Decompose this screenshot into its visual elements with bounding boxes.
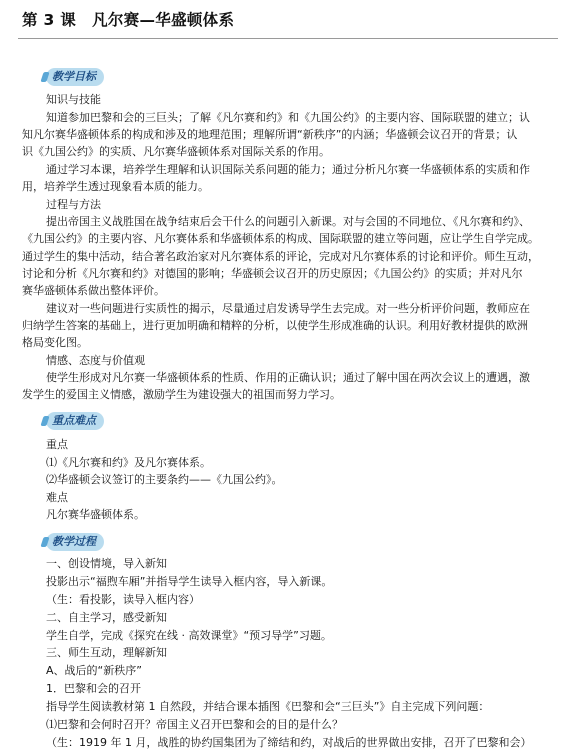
paragraph-line: 提出帝国主义战胜国在战争结束后会干什么的问题引入新课。对与会国的不同地位、《凡尔赛和约》、 xyxy=(46,215,530,228)
paragraph-line: 归纳学生答案的基础上，进行更加明确和精粹的分析，以使学生形成准确的认识。利用好教材提供的欧洲 xyxy=(22,319,528,332)
paragraph-line: 学生自学，完成《探究在线 · 高效课堂》“预习导学”习题。 xyxy=(46,629,332,642)
section-tag-teaching-process: 教学过程 xyxy=(46,533,104,551)
paragraph-line: 凡尔赛华盛顿体系。 xyxy=(46,508,145,521)
title-divider xyxy=(18,38,558,39)
paragraph-line: 知道参加巴黎和会的三巨头；了解《凡尔赛和约》和《九国公约》的主要内容、国际联盟的建立；认 xyxy=(46,111,530,124)
lesson-title xyxy=(22,8,234,30)
paragraph-line: 识《九国公约》的实质、凡尔赛华盛顿体系对国际关系的作用。 xyxy=(22,145,330,158)
list-item: ⑵华盛顿会议签订的主要条约——《九国公约》。 xyxy=(46,473,283,486)
subheading-emotion-values: 情感、态度与价值观 xyxy=(46,354,145,367)
step-heading: 二、自主学习，感受新知 xyxy=(46,611,167,624)
subheading-process-methods: 过程与方法 xyxy=(46,198,101,211)
paragraph-line: 讨论和分析《凡尔赛和约》对德国的影响；华盛顿会议召开的历史原因；《九国公约》的实质；并对凡尔 xyxy=(22,267,523,280)
question-line: ⑴巴黎和会何时召开？帝国主义召开巴黎和会的目的是什么？ xyxy=(46,718,343,731)
paragraph-line: 用，培养学生透过现象看本质的能力。 xyxy=(22,180,209,193)
paragraph-line: 格局变化图。 xyxy=(22,336,88,349)
step-heading: 一、创设情境，导入新知 xyxy=(46,557,167,570)
lesson-name: 凡尔赛—华盛顿体系 xyxy=(92,11,235,29)
lesson-number: 第 3 课 xyxy=(22,11,77,29)
section-tag-key-points: 重点难点 xyxy=(46,412,104,430)
paragraph-line: 知凡尔赛华盛顿体系的构成和涉及的地理范围；理解所谓“新秩序”的内涵；华盛顿会议召开的背景；认 xyxy=(22,128,518,141)
answer-line: （生：1919 年 1 月，战胜的协约国集团为了缔结和约，对战后的世界做出安排，召开了巴黎和会） xyxy=(46,736,532,749)
paragraph-line: 赛华盛顿体系做出整体评价。 xyxy=(22,284,165,297)
step-heading: 三、师生互动，理解新知 xyxy=(46,646,167,659)
list-item: ⑴《凡尔赛和约》及凡尔赛体系。 xyxy=(46,456,211,469)
paragraph-line: 《九国公约》的主要内容、凡尔赛体系和华盛顿体系的构成、国际联盟的建立等问题，应让学生自学完成。 xyxy=(22,232,539,245)
section-tag-teaching-goals: 教学目标 xyxy=(46,68,104,86)
paragraph-line: 投影出示“福煦车厢”并指导学生读导入框内容，导入新课。 xyxy=(46,575,333,588)
sub-heading: 1．巴黎和会的召开 xyxy=(46,682,141,695)
paragraph-line: 通过学生的集中活动，结合著名政治家对凡尔赛体系的评论，完成对凡尔赛体系的讨论和评价。师生互动， xyxy=(22,250,539,263)
paragraph-line: 建议对一些问题进行实质性的揭示，尽量通过启发诱导学生去完成。对一些分析评价问题，教师应在 xyxy=(46,302,530,315)
subheading-knowledge-skills: 知识与技能 xyxy=(46,93,101,106)
paragraph-line: （生：看投影，读导入框内容） xyxy=(46,593,200,606)
subheading-difficult-point: 难点 xyxy=(46,491,68,504)
paragraph-line: 发学生的爱国主义情感，激励学生为建设强大的祖国而努力学习。 xyxy=(22,388,341,401)
sub-heading: A、战后的“新秩序” xyxy=(46,664,142,677)
paragraph-line: 指导学生阅读教材第 1 自然段，并结合课本插图《巴黎和会“三巨头”》自主完成下列问题： xyxy=(46,700,490,713)
subheading-key-point: 重点 xyxy=(46,438,68,451)
paragraph-line: 使学生形成对凡尔赛一华盛顿体系的性质、作用的正确认识；通过了解中国在两次会议上的遭遇，激 xyxy=(46,371,530,384)
paragraph-line: 通过学习本课，培养学生理解和认识国际关系问题的能力；通过分析凡尔赛一华盛顿体系的实质和作 xyxy=(46,163,530,176)
